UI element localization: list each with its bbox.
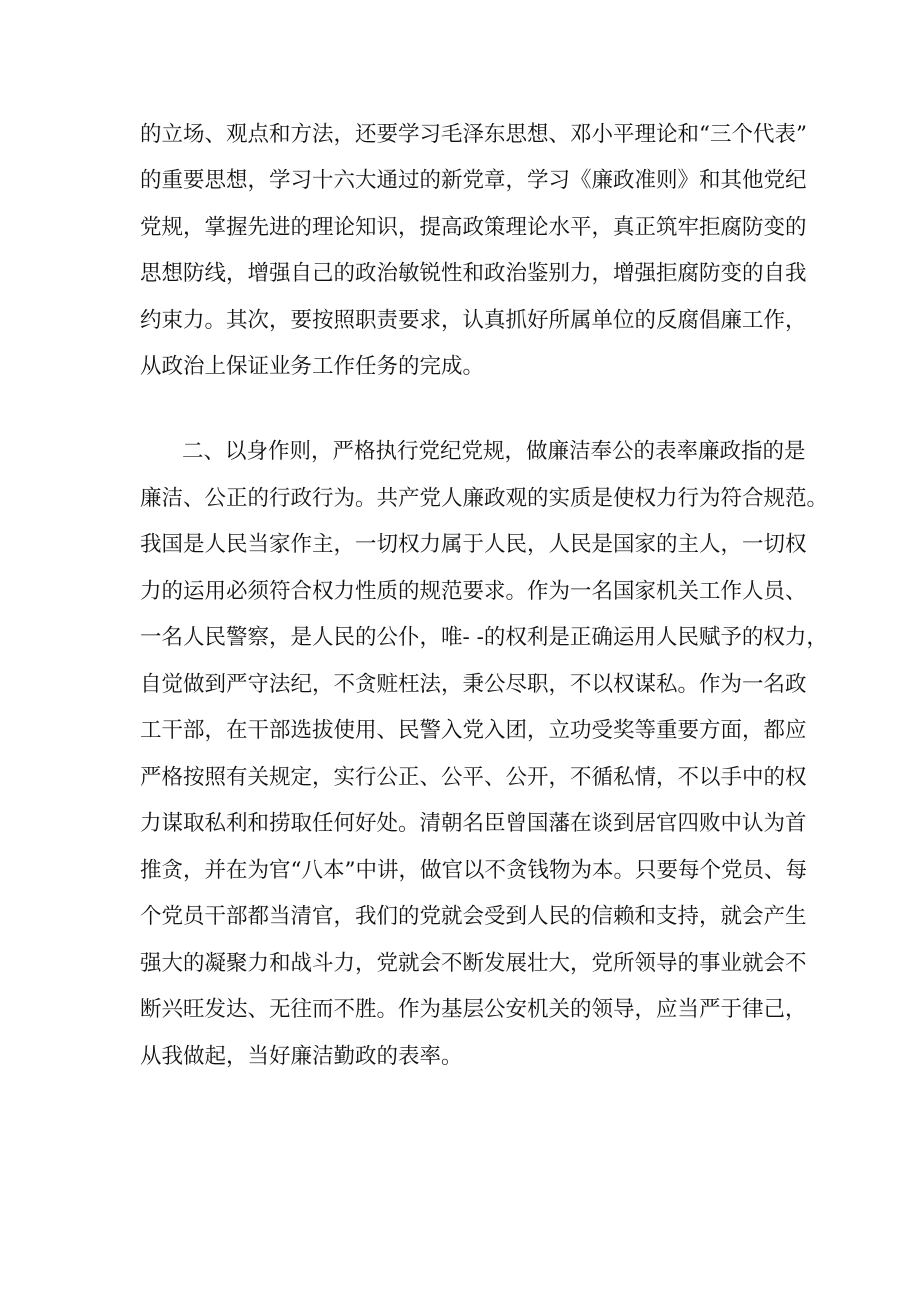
text-line: 从我做起，当好廉洁勤政的表率。 <box>140 1044 463 1069</box>
text-line: 从政治上保证业务工作任务的完成。 <box>140 354 485 379</box>
text-line: 思想防线，增强自己的政治敏锐性和政治鉴别力，增强拒腐防变的自我 <box>140 261 807 286</box>
text-line: 廉洁、公正的行政行为。共产党人廉政观的实质是使权力行为符合规范。 <box>140 486 829 511</box>
text-line: 严格按照有关规定，实行公正、公平、公开，不循私情，不以手中的权 <box>140 765 807 790</box>
text-line: 约束力。其次，要按照职责要求，认真抓好所属单位的反腐倡廉工作， <box>140 308 807 333</box>
text-line: 一名人民警察，是人民的公仆，唯- -的权利是正确运用人民赋予的权力， <box>140 625 828 650</box>
text-line: 的立场、观点和方法，还要学习毛泽东思想、邓小平理论和“三个代表” <box>140 122 807 147</box>
text-line: 工干部，在干部选拔使用、民警入党入团，立功受奖等重要方面，都应 <box>140 718 807 743</box>
text-line: 自觉做到严守法纪，不贪赃枉法，秉公尽职，不以权谋私。作为一名政 <box>140 672 807 697</box>
text-line: 个党员干部都当清官，我们的党就会受到人民的信赖和支持，就会产生 <box>140 904 807 929</box>
text-line: 的重要思想，学习十六大通过的新党章，学习《廉政准则》和其他党纪 <box>140 168 807 193</box>
text-line: 推贪，并在为官“八本”中讲，做官以不贪钱物为本。只要每个党员、每 <box>140 858 807 883</box>
text-line: 我国是人民当家作主，一切权力属于人民，人民是国家的主人，一切权 <box>140 532 807 557</box>
text-line: 力的运用必须符合权力性质的规范要求。作为一名国家机关工作人员、 <box>140 579 807 604</box>
text-line: 党规，掌握先进的理论知识，提高政策理论水平，真正筑牢拒腐防变的 <box>140 215 807 240</box>
text-line: 力谋取私利和捞取任何好处。清朝名臣曾国藩在谈到居官四败中认为首 <box>140 811 807 836</box>
text-line: 断兴旺发达、无往而不胜。作为基层公安机关的领导，应当严于律己， <box>140 997 807 1022</box>
text-line: 二、以身作则，严格执行党纪党规，做廉洁奉公的表率廉政指的是 <box>182 439 806 464</box>
text-line: 强大的凝聚力和战斗力，党就会不断发展壮大，党所领导的事业就会不 <box>140 951 807 976</box>
